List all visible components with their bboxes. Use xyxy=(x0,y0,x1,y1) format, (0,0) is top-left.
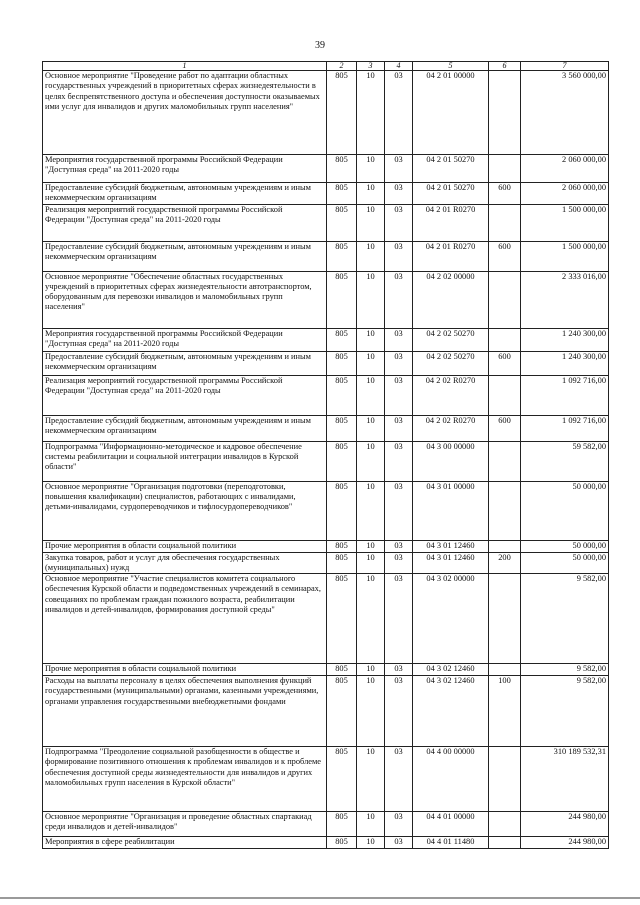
expense-type-code: 600 xyxy=(489,415,521,441)
table-row xyxy=(43,540,609,552)
section-code: 10 xyxy=(357,574,385,664)
table-row xyxy=(43,664,609,676)
subsection-code: 03 xyxy=(385,183,413,205)
target-article-code: 04 3 02 00000 xyxy=(413,574,489,664)
table-row xyxy=(43,552,609,574)
row-amount: 2 333 016,00 xyxy=(521,271,609,328)
target-article-code: 04 3 02 12460 xyxy=(413,676,489,747)
table-row xyxy=(43,183,609,205)
row-name: Подпрограмма "Информационно-методическое и кадровое обеспечение системы реабилитации и социальной интеграции инвалидов в Курской области" xyxy=(43,441,327,481)
row-amount: 1 500 000,00 xyxy=(521,241,609,271)
grbs-code: 805 xyxy=(327,481,357,540)
subsection-code: 03 xyxy=(385,375,413,415)
table-row xyxy=(43,271,609,328)
column-number: 1 xyxy=(43,62,327,71)
section-code: 10 xyxy=(357,351,385,375)
subsection-code: 03 xyxy=(385,676,413,747)
row-name: Предоставление субсидий бюджетным, автономным учреждениям и иным некоммерческим организациям xyxy=(43,351,327,375)
grbs-code: 805 xyxy=(327,574,357,664)
expense-type-code xyxy=(489,812,521,837)
target-article-code: 04 3 01 00000 xyxy=(413,481,489,540)
subsection-code: 03 xyxy=(385,351,413,375)
row-name: Закупка товаров, работ и услуг для обеспечения государственных (муниципальных) нужд xyxy=(43,552,327,574)
target-article-code: 04 3 00 00000 xyxy=(413,441,489,481)
subsection-code: 03 xyxy=(385,155,413,183)
row-amount: 9 582,00 xyxy=(521,574,609,664)
table-row xyxy=(43,351,609,375)
expense-type-code xyxy=(489,837,521,849)
row-amount: 1 092 716,00 xyxy=(521,375,609,415)
grbs-code: 805 xyxy=(327,328,357,351)
row-amount: 244 980,00 xyxy=(521,812,609,837)
table-row xyxy=(43,481,609,540)
grbs-code: 805 xyxy=(327,241,357,271)
expense-type-code xyxy=(489,481,521,540)
subsection-code: 03 xyxy=(385,481,413,540)
page-number: 39 xyxy=(315,40,325,51)
section-code: 10 xyxy=(357,441,385,481)
grbs-code: 805 xyxy=(327,552,357,574)
column-number-row xyxy=(43,62,609,71)
grbs-code: 805 xyxy=(327,155,357,183)
row-name: Мероприятия государственной программы Российской Федерации "Доступная среда" на 2011-2020 годы xyxy=(43,155,327,183)
target-article-code: 04 3 01 12460 xyxy=(413,540,489,552)
target-article-code: 04 4 00 00000 xyxy=(413,747,489,812)
target-article-code: 04 2 02 00000 xyxy=(413,271,489,328)
table-row xyxy=(43,375,609,415)
column-number: 3 xyxy=(357,62,385,71)
row-amount: 50 000,00 xyxy=(521,552,609,574)
section-code: 10 xyxy=(357,328,385,351)
table-row xyxy=(43,574,609,664)
row-name: Предоставление субсидий бюджетным, автономным учреждениям и иным некоммерческим организациям xyxy=(43,415,327,441)
subsection-code: 03 xyxy=(385,71,413,155)
target-article-code: 04 2 01 00000 xyxy=(413,71,489,155)
table-row xyxy=(43,747,609,812)
row-name: Предоставление субсидий бюджетным, автономным учреждениям и иным некоммерческим организациям xyxy=(43,183,327,205)
section-code: 10 xyxy=(357,552,385,574)
section-code: 10 xyxy=(357,155,385,183)
table-row xyxy=(43,812,609,837)
expense-type-code xyxy=(489,375,521,415)
section-code: 10 xyxy=(357,540,385,552)
table-row xyxy=(43,441,609,481)
subsection-code: 03 xyxy=(385,415,413,441)
subsection-code: 03 xyxy=(385,552,413,574)
row-name: Основное мероприятие "Организация подготовки (переподготовки, повышения квалификации) специалистов, работающих с инвалидами, детьми-инвалидами, сурдопереводчиков и тифлосурдопереводчиков" xyxy=(43,481,327,540)
row-name: Мероприятия в сфере реабилитации xyxy=(43,837,327,849)
column-number: 2 xyxy=(327,62,357,71)
grbs-code: 805 xyxy=(327,204,357,241)
subsection-code: 03 xyxy=(385,241,413,271)
section-code: 10 xyxy=(357,676,385,747)
row-amount: 50 000,00 xyxy=(521,481,609,540)
subsection-code: 03 xyxy=(385,664,413,676)
grbs-code: 805 xyxy=(327,812,357,837)
column-number: 4 xyxy=(385,62,413,71)
subsection-code: 03 xyxy=(385,574,413,664)
section-code: 10 xyxy=(357,747,385,812)
row-amount: 1 092 716,00 xyxy=(521,415,609,441)
target-article-code: 04 3 02 12460 xyxy=(413,664,489,676)
row-name: Прочие мероприятия в области социальной политики xyxy=(43,664,327,676)
row-amount: 50 000,00 xyxy=(521,540,609,552)
row-amount: 2 060 000,00 xyxy=(521,155,609,183)
expense-type-code xyxy=(489,155,521,183)
expense-type-code xyxy=(489,271,521,328)
grbs-code: 805 xyxy=(327,71,357,155)
row-amount: 310 189 532,31 xyxy=(521,747,609,812)
table-row xyxy=(43,415,609,441)
target-article-code: 04 2 01 R0270 xyxy=(413,241,489,271)
expense-type-code xyxy=(489,204,521,241)
expense-type-code xyxy=(489,664,521,676)
table-row xyxy=(43,328,609,351)
section-code: 10 xyxy=(357,71,385,155)
expense-type-code: 100 xyxy=(489,676,521,747)
row-name: Расходы на выплаты персоналу в целях обеспечения выполнения функций государственными (муниципальными) органами, казенными учреждениями, органами управления государственными внебюджетными фондами xyxy=(43,676,327,747)
row-amount: 59 582,00 xyxy=(521,441,609,481)
subsection-code: 03 xyxy=(385,540,413,552)
subsection-code: 03 xyxy=(385,747,413,812)
grbs-code: 805 xyxy=(327,271,357,328)
expense-type-code: 200 xyxy=(489,552,521,574)
expense-type-code xyxy=(489,71,521,155)
row-amount: 3 560 000,00 xyxy=(521,71,609,155)
expense-type-code xyxy=(489,747,521,812)
table-row xyxy=(43,204,609,241)
grbs-code: 805 xyxy=(327,540,357,552)
row-name: Основное мероприятие "Обеспечение областных государственных учреждений в приоритетных сферах жизнедеятельности автотранспортом, оборудованным для перевозки инвалидов и маломобильных групп населения" xyxy=(43,271,327,328)
subsection-code: 03 xyxy=(385,271,413,328)
grbs-code: 805 xyxy=(327,375,357,415)
target-article-code: 04 2 01 50270 xyxy=(413,155,489,183)
row-name: Предоставление субсидий бюджетным, автономным учреждениям и иным некоммерческим организациям xyxy=(43,241,327,271)
section-code: 10 xyxy=(357,481,385,540)
column-number: 5 xyxy=(413,62,489,71)
table-row xyxy=(43,155,609,183)
expense-type-code xyxy=(489,574,521,664)
column-number: 7 xyxy=(521,62,609,71)
target-article-code: 04 2 02 50270 xyxy=(413,328,489,351)
section-code: 10 xyxy=(357,271,385,328)
target-article-code: 04 3 01 12460 xyxy=(413,552,489,574)
subsection-code: 03 xyxy=(385,812,413,837)
subsection-code: 03 xyxy=(385,837,413,849)
subsection-code: 03 xyxy=(385,328,413,351)
subsection-code: 03 xyxy=(385,204,413,241)
expense-type-code xyxy=(489,328,521,351)
target-article-code: 04 4 01 00000 xyxy=(413,812,489,837)
grbs-code: 805 xyxy=(327,676,357,747)
row-amount: 244 980,00 xyxy=(521,837,609,849)
row-amount: 9 582,00 xyxy=(521,664,609,676)
target-article-code: 04 2 02 R0270 xyxy=(413,415,489,441)
table-row xyxy=(43,837,609,849)
row-amount: 1 500 000,00 xyxy=(521,204,609,241)
row-name: Основное мероприятие "Проведение работ по адаптации областных государственных учреждений в приоритетных сферах жизнедеятельности в целях беспрепятственного доступа и обеспечения доступности оказываемых ими услуг для инвалидов и других маломобильных групп населения" xyxy=(43,71,327,155)
section-code: 10 xyxy=(357,812,385,837)
grbs-code: 805 xyxy=(327,747,357,812)
target-article-code: 04 2 01 50270 xyxy=(413,183,489,205)
scan-edge-line xyxy=(0,897,640,899)
column-number: 6 xyxy=(489,62,521,71)
expense-type-code: 600 xyxy=(489,183,521,205)
row-name: Подпрограмма "Преодоление социальной разобщенности в обществе и формирование позитивного отношения к проблемам инвалидов и к проблеме обеспечения доступной среды жизнедеятельности для инвалидов и других маломобильных групп населения в Курской области" xyxy=(43,747,327,812)
grbs-code: 805 xyxy=(327,664,357,676)
table-row xyxy=(43,71,609,155)
row-amount: 9 582,00 xyxy=(521,676,609,747)
subsection-code: 03 xyxy=(385,441,413,481)
section-code: 10 xyxy=(357,837,385,849)
expense-type-code xyxy=(489,441,521,481)
row-name: Реализация мероприятий государственной программы Российской Федерации "Доступная среда" на 2011-2020 годы xyxy=(43,204,327,241)
section-code: 10 xyxy=(357,183,385,205)
target-article-code: 04 4 01 11480 xyxy=(413,837,489,849)
expense-type-code: 600 xyxy=(489,241,521,271)
target-article-code: 04 2 02 R0270 xyxy=(413,375,489,415)
section-code: 10 xyxy=(357,664,385,676)
row-name: Реализация мероприятий государственной программы Российской Федерации "Доступная среда" на 2011-2020 годы xyxy=(43,375,327,415)
row-amount: 1 240 300,00 xyxy=(521,351,609,375)
section-code: 10 xyxy=(357,241,385,271)
grbs-code: 805 xyxy=(327,183,357,205)
expense-type-code xyxy=(489,540,521,552)
target-article-code: 04 2 02 50270 xyxy=(413,351,489,375)
grbs-code: 805 xyxy=(327,441,357,481)
grbs-code: 805 xyxy=(327,351,357,375)
target-article-code: 04 2 01 R0270 xyxy=(413,204,489,241)
table-row xyxy=(43,241,609,271)
row-amount: 1 240 300,00 xyxy=(521,328,609,351)
table-row xyxy=(43,676,609,747)
expense-type-code: 600 xyxy=(489,351,521,375)
budget-table xyxy=(42,61,609,849)
row-name: Основное мероприятие "Участие специалистов комитета социального обеспечения Курской области и подведомственных учреждений в семинарах, совещаниях по проблемам граждан пожилого возраста, реабилитации инвалидов и детей-инвалидов, формирования доступной среды" xyxy=(43,574,327,664)
row-amount: 2 060 000,00 xyxy=(521,183,609,205)
row-name: Основное мероприятие "Организация и проведение областных спартакиад среди инвалидов и детей-инвалидов" xyxy=(43,812,327,837)
row-name: Мероприятия государственной программы Российской Федерации "Доступная среда" на 2011-2020 годы xyxy=(43,328,327,351)
section-code: 10 xyxy=(357,375,385,415)
section-code: 10 xyxy=(357,204,385,241)
row-name: Прочие мероприятия в области социальной политики xyxy=(43,540,327,552)
grbs-code: 805 xyxy=(327,837,357,849)
grbs-code: 805 xyxy=(327,415,357,441)
section-code: 10 xyxy=(357,415,385,441)
